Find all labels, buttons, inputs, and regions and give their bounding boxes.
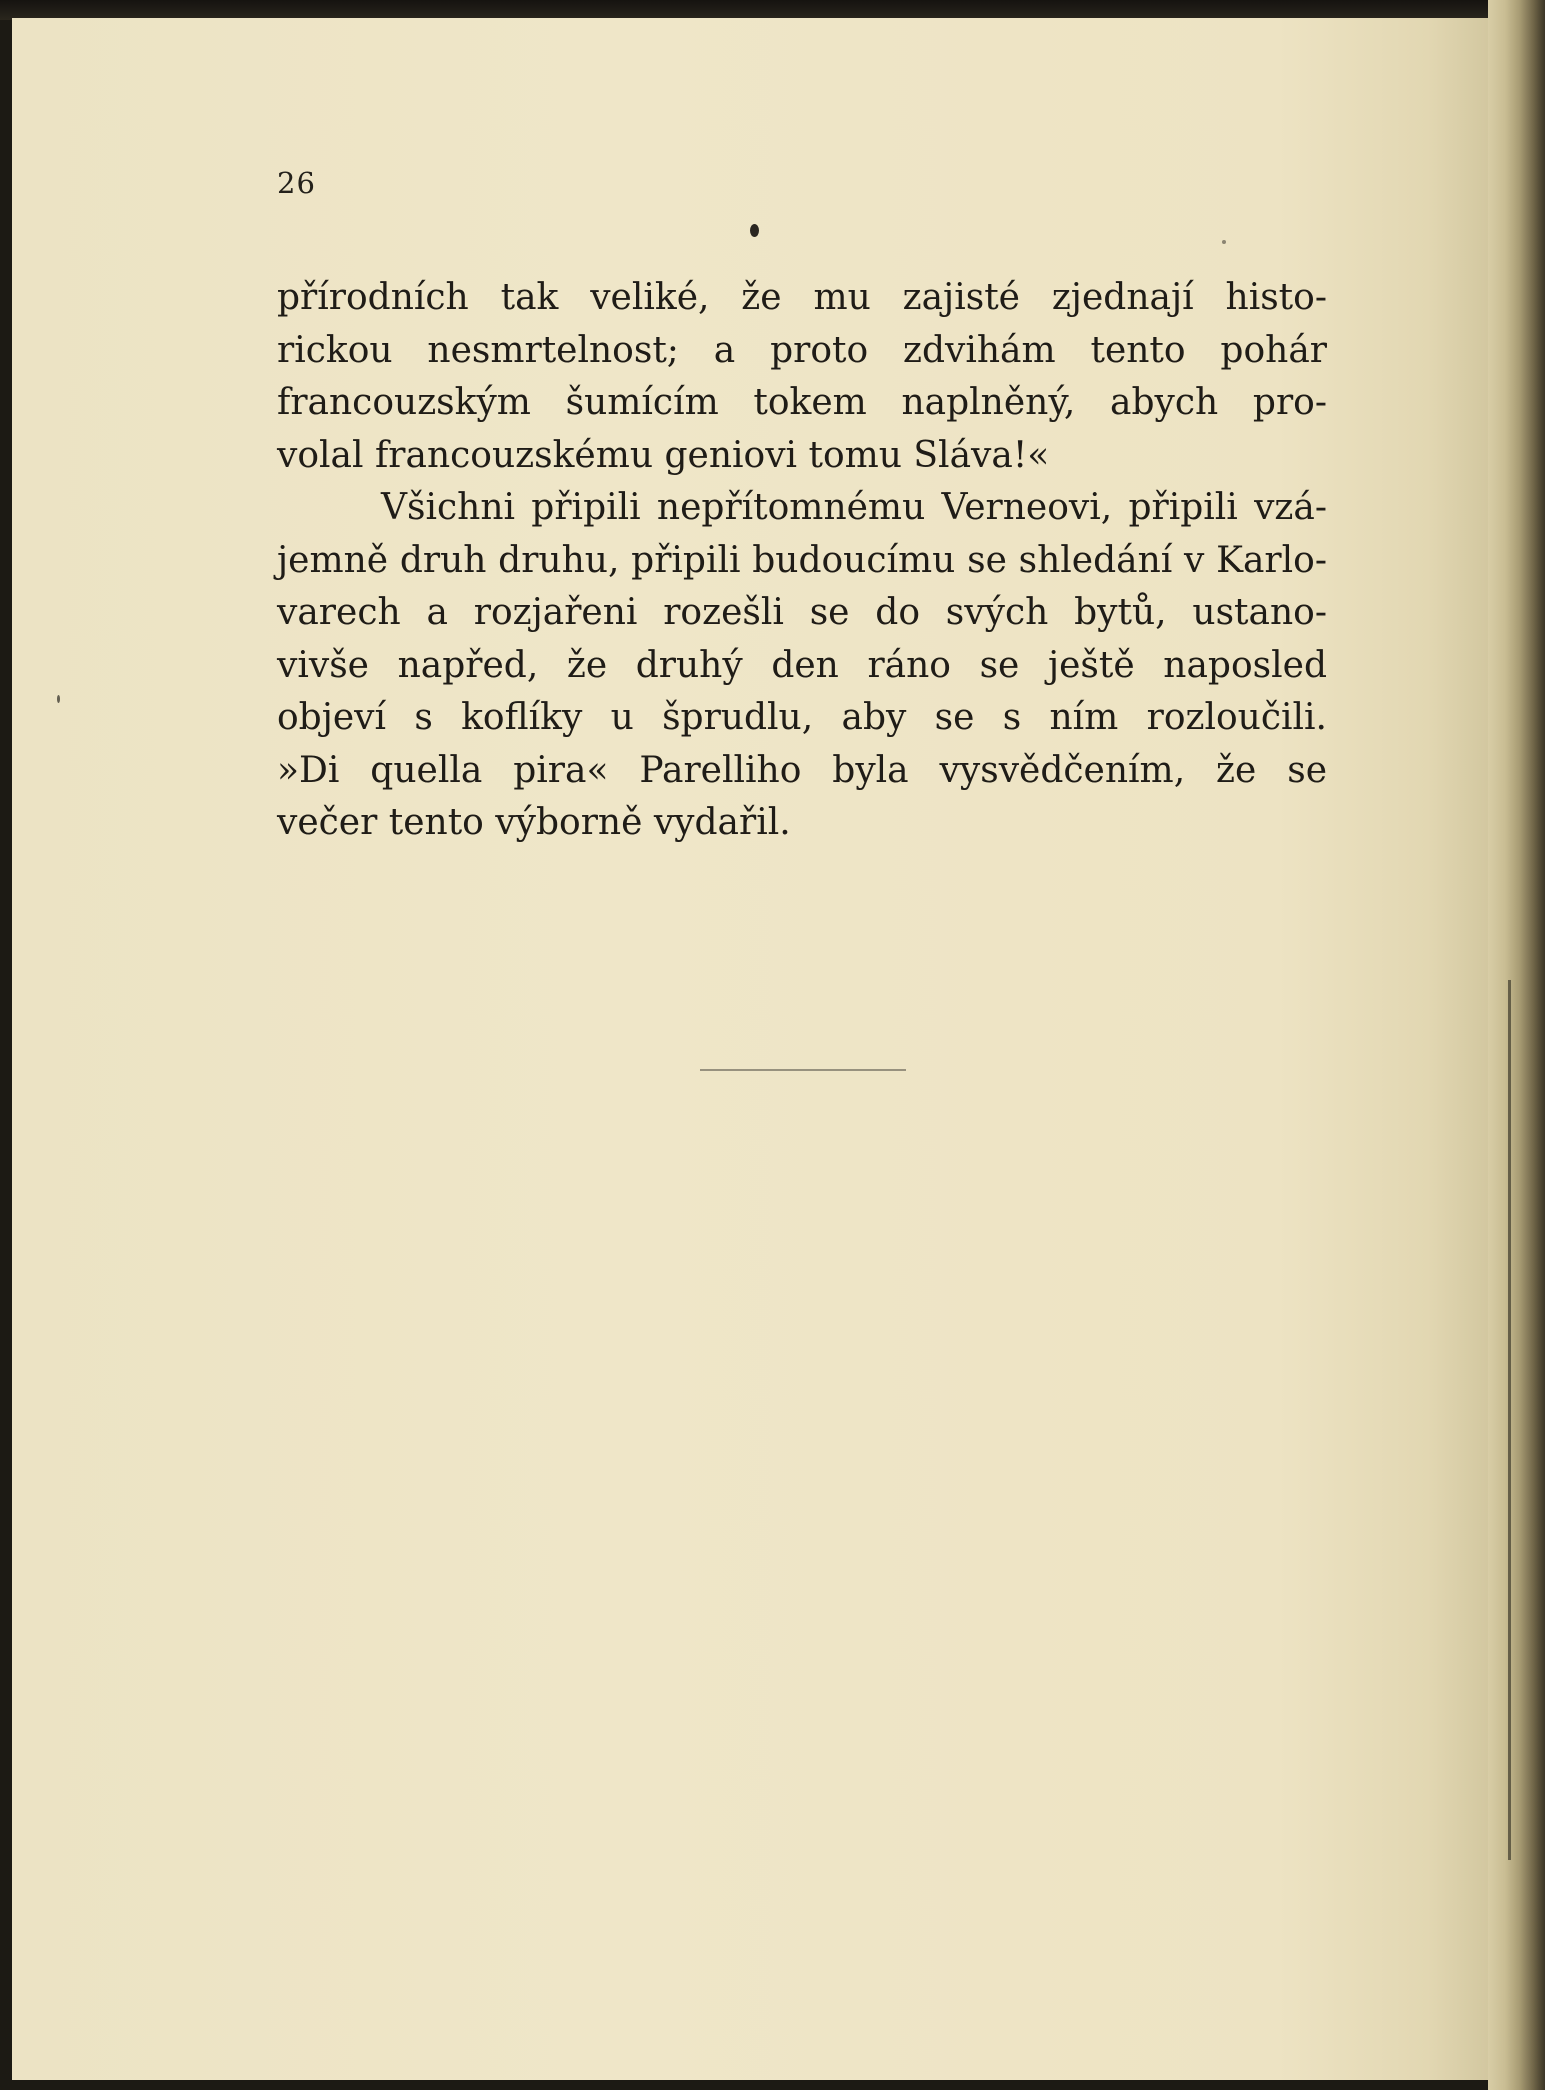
text-line: varech a rozjařeni rozešli se do svých bytů, ustano- (277, 592, 1327, 633)
body-text (277, 272, 1327, 850)
text-line: rickou nesmrtelnost; a proto zdvihám tento pohár (277, 329, 1327, 371)
scan-top-border (0, 0, 1545, 20)
text-line: přírodních tak veliké, že mu zajisté zjednají histo- (277, 277, 1327, 318)
text-line: volal francouzskému geniovi tomu Sláva!« (277, 434, 1050, 476)
section-end-rule (700, 1069, 906, 1071)
ink-speck (1222, 240, 1226, 244)
text-line: francouzským šumícím tokem naplněný, abych pro- (277, 382, 1327, 423)
text-line: jemně druh druhu, připili budoucímu se shledání v Karlo- (277, 539, 1327, 581)
page-edge-line (1508, 980, 1511, 1860)
ink-speck (57, 695, 60, 703)
text-line: objeví s koflíky u šprudlu, aby se s ním rozloučili. (277, 697, 1327, 738)
book-spine-shadow (1488, 0, 1545, 2090)
text-line: »Di quella pira« Parelliho byla vysvědčením, že se (277, 749, 1327, 791)
ink-speck (750, 224, 759, 237)
page-number: 26 (277, 166, 316, 200)
text-line: večer tento výborně vydařil. (277, 802, 791, 843)
text-line: vivše napřed, že druhý den ráno se ještě naposled (277, 644, 1327, 686)
text-line: Všichni připili nepřítomnému Verneovi, připili vzá- (381, 487, 1327, 528)
